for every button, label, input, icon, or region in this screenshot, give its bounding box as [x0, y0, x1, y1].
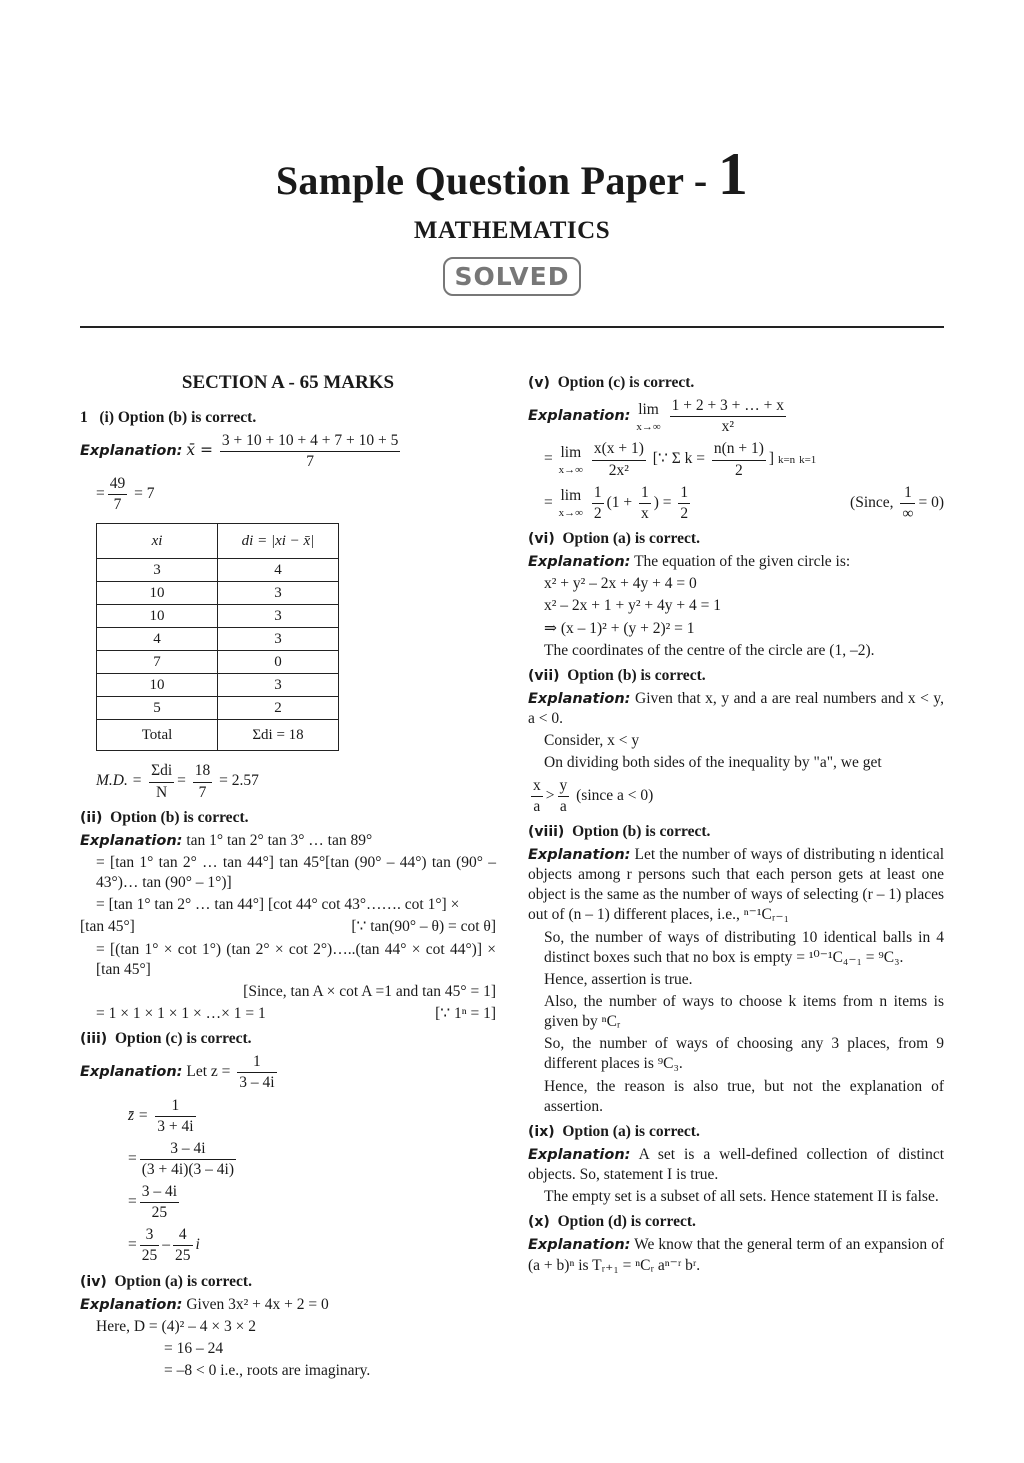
q8-option: (viii) Option (b) is correct. — [528, 822, 711, 840]
table-row: 10 3 — [97, 582, 339, 605]
q4-option: (iv) Option (a) is correct. — [80, 1272, 252, 1290]
table-row: 3 4 — [97, 559, 339, 582]
q2-line: = [tan 1° tan 2° … tan 44°] tan 45°[tan (90° – 44°) tan (90° – 43°)… tan (90° – 1°)] — [96, 853, 496, 892]
section-title: SECTION A - 65 MARKS — [181, 372, 395, 393]
table-row: 10 3 — [97, 674, 339, 697]
q3-step: = $\frac{3}{25}$ – $\frac{4}{25}$ i — [80, 1225, 496, 1266]
table-header-xi: xi — [97, 524, 218, 559]
q9-line: The empty set is a subset of all sets. Hence statement II is false. — [544, 1188, 939, 1206]
q6-option: (vi) Option (a) is correct. — [528, 529, 700, 547]
mean-fraction: $\frac{3 + 10 + 10 + 4 + 7 + 10 + 5}{7}$ — [220, 431, 400, 472]
q2-line: = [tan 1° tan 2° … tan 44°] [cot 44° cot 43°……. cot 1°] × — [96, 896, 460, 914]
mean-result: = $\frac{49}{7}$ = 7 — [80, 474, 496, 515]
q4-explanation: Explanation: Given 3x² + 4x + 2 = 0 — [80, 1295, 329, 1313]
right-column — [528, 368, 944, 1278]
title-text: Sample Question Paper - — [275, 158, 708, 203]
q2-line: [tan 45°] [∵ tan(90° – θ) = cot θ] — [80, 918, 496, 936]
q2-explanation: Explanation: tan 1° tan 2° tan 3° … tan 89° — [80, 831, 373, 849]
subject-heading: MATHEMATICS — [413, 217, 611, 244]
q10-explanation: Explanation: We know that the general term of an expansion of (a + b)ⁿ is Tᵣ₊₁ = ⁿCᵣ aⁿ⁻ʳ bʳ. — [528, 1236, 944, 1274]
q7-inequality: $\frac{x}{a}$ > $\frac{y}{a}$ (since a < 0) — [528, 776, 944, 817]
q4-line: = –8 < 0 i.e., roots are imaginary. — [164, 1362, 371, 1380]
q2-line: = 1 × 1 × 1 × 1 × …× 1 = 1 [∵ 1ⁿ = 1] — [96, 1004, 496, 1022]
q7-line: Consider, x < y — [544, 732, 640, 750]
page-header — [0, 140, 1024, 296]
title-number: 1 — [717, 141, 749, 207]
deviation-table — [96, 523, 339, 751]
q5-option: (v) Option (c) is correct. — [528, 374, 695, 391]
table-header-row — [97, 524, 339, 559]
q7-explanation: Explanation: Given that x, y and a are real numbers and x < y, a < 0. — [528, 689, 945, 728]
explanation-label: Explanation: — [80, 443, 183, 460]
solved-badge: SOLVED — [443, 257, 582, 296]
q3-step: = $\frac{3 - 4i}{(3 + 4i)(3 - 4i)}$ — [80, 1139, 496, 1180]
table-row: 10 3 — [97, 605, 339, 628]
q6-line: The coordinates of the centre of the circle are (1, –2). — [544, 641, 875, 659]
table-header-di: di = |xi − x̄| — [218, 524, 339, 559]
q7-line: On dividing both sides of the inequality by "a", we get — [544, 754, 882, 772]
table-row: 7 0 — [97, 651, 339, 674]
q6-line: x² + y² – 2x + 4y + 4 = 0 — [544, 575, 697, 593]
q1-explanation: Explanation: x̄ = $\frac{3 + 10 + 10 + 4 + 7 + 10 + 5}{7}$ — [80, 431, 496, 472]
q8-line: So, the number of ways of choosing any 3 places, from 9 different places is ⁹C₃. — [544, 1035, 944, 1073]
q8-line: Also, the number of ways to choose k items from n items is given by ⁿCᵣ — [544, 992, 944, 1031]
q8-line: Hence, assertion is true. — [544, 970, 693, 988]
q7-option: (vii) Option (b) is correct. — [528, 666, 706, 684]
q2-line: = [(tan 1° × cot 1°) (tan 2° × cot 2°)…..(tan 44° × cot 44°)] × [tan 45°] — [96, 940, 496, 978]
mean-deviation: M.D. = $\frac{\text{Σdi}}{N}$ = $\frac{18}{7}$ = 2.57 — [80, 761, 496, 802]
q1-option-text: (i) Option (b) is correct. — [99, 408, 257, 426]
q2-option: (ii) Option (b) is correct. — [80, 808, 249, 826]
table-row: 4 3 — [97, 628, 339, 651]
q5-step: = lim x→∞ $\frac{1}{2}$ (1 + $\frac{1}{x}$ ) = $\frac{1}{2}$ (Since, $\frac{1}{\infty}$ = 0) — [528, 483, 944, 524]
q4-line: Here, D = (4)² – 4 × 3 × 2 — [96, 1317, 257, 1335]
q3-step: z̄ = $\frac{1}{3 + 4i}$ — [80, 1096, 496, 1137]
q5-explanation: Explanation: lim x→∞ $\frac{1 + 2 + 3 + \dots + x}{\text{x²}}$ — [528, 396, 944, 437]
table-row: 5 2 — [97, 697, 339, 720]
q9-explanation: Explanation: A set is a well-defined collection of distinct objects. So, statement I is true. — [528, 1145, 945, 1184]
q3-explanation: Explanation: Let z = $\frac{1}{3 - 4i}$ — [80, 1052, 496, 1093]
q9-option: (ix) Option (a) is correct. — [528, 1122, 700, 1140]
q4-line: = 16 – 24 — [164, 1340, 224, 1358]
left-column — [80, 368, 496, 1383]
q1-number: 1 — [80, 408, 88, 426]
q2-line: [Since, tan A × cot A =1 and tan 45° = 1] — [243, 982, 496, 1000]
q8-line: Hence, the reason is also true, but not the explanation of assertion. — [544, 1077, 944, 1115]
q1-option — [80, 408, 496, 428]
q8-explanation: Explanation: Let the number of ways of distributing n identical objects among r persons such that each person gets at least one object is the same as the number of ways of selecting (r – 1) places out of (n – 1) different places, i.e., ⁿ⁻¹Cᵣ₋₁ — [528, 845, 945, 924]
page-title — [0, 140, 1024, 209]
q3-option: (iii) Option (c) is correct. — [80, 1030, 252, 1048]
q8-line: So, the number of ways of distributing 10 identical balls in 4 distinct boxes such that no box is empty = ¹⁰⁻¹C₄₋₁ = ⁹C₃. — [544, 928, 944, 966]
q3-step: = $\frac{3 - 4i}{25}$ — [80, 1182, 496, 1223]
table-total-row: Total Σdi = 18 — [97, 720, 339, 751]
header-divider — [80, 326, 944, 328]
q5-step: = lim x→∞ $\frac{x(x + 1)}{\text{2x²}}$ [∵ Σ k = $\frac{n(n + 1)}{2}$ ] k=n k=1 — [528, 439, 944, 480]
q10-option: (x) Option (d) is correct. — [528, 1213, 696, 1231]
q6-line: ⇒ (x – 1)² + (y + 2)² = 1 — [544, 619, 695, 637]
q6-explanation: Explanation: The equation of the given circle is: — [528, 553, 851, 571]
q6-line: x² – 2x + 1 + y² + 4y + 4 = 1 — [544, 597, 722, 615]
